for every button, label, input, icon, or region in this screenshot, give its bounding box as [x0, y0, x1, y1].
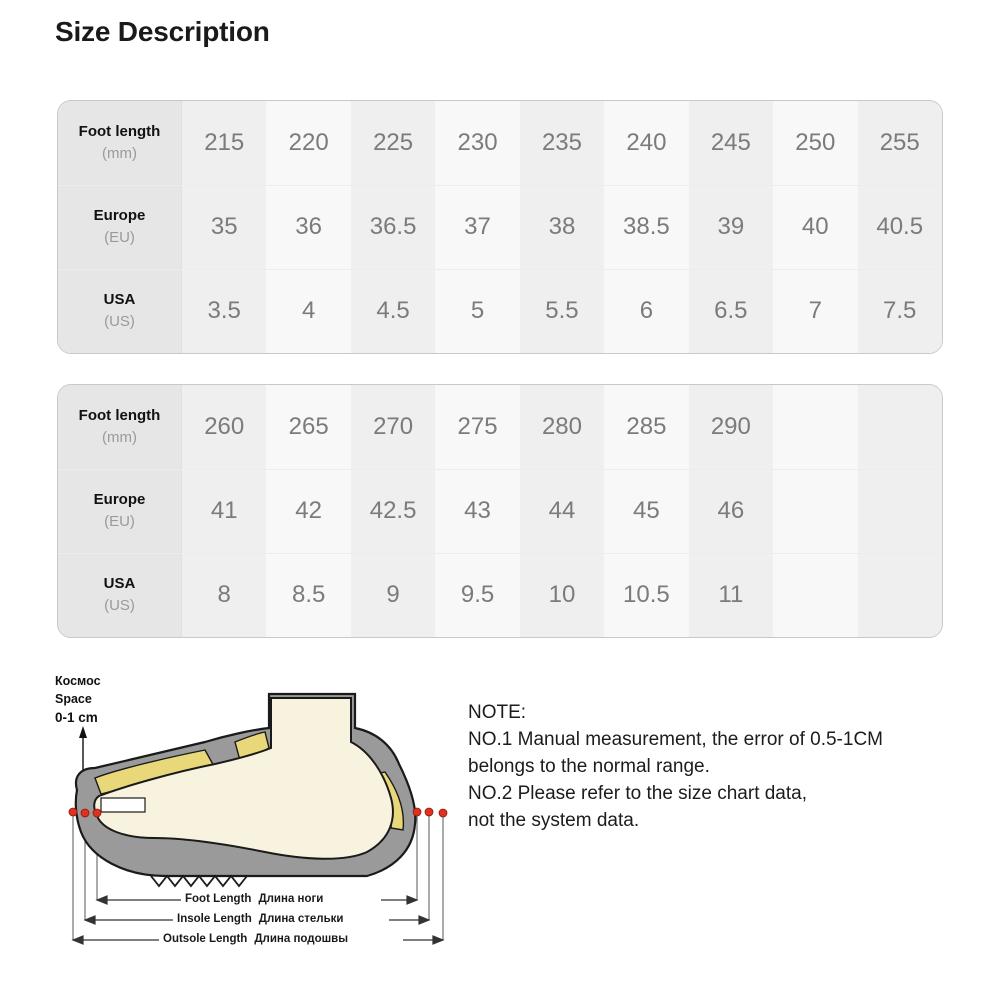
dimension-label-outsole-length: [163, 933, 348, 945]
row-label-main: Europe: [93, 207, 146, 225]
table-cell: 37: [435, 186, 519, 269]
row-cells: [182, 470, 942, 553]
row-label-foot-length: [58, 385, 182, 469]
table-cell-empty: [858, 385, 942, 469]
row-label-main: USA: [103, 575, 136, 593]
table-cell: 38.5: [604, 186, 688, 269]
table-cell: 36: [266, 186, 350, 269]
note-block: [468, 700, 968, 835]
table-cell: 6: [604, 270, 688, 353]
note-line-4: not the system data.: [468, 809, 640, 831]
page-title: Size Description: [55, 16, 270, 47]
row-label-usa: [58, 270, 182, 353]
row-label-europe: [58, 186, 182, 269]
table-cell: 255: [858, 101, 942, 185]
table-cell: 42.5: [351, 470, 435, 553]
dimension-label-foot-length: [185, 893, 323, 905]
row-label-main: Foot length: [78, 122, 161, 140]
table-row: [58, 385, 942, 469]
table-row: [58, 269, 942, 353]
foot-diagram-svg: [55, 672, 475, 972]
table-cell: 42: [266, 470, 350, 553]
table-cell: 270: [351, 385, 435, 469]
space-label-ru: Космос: [55, 674, 101, 688]
table-cell: 40: [773, 186, 857, 269]
row-label-main: Foot length: [78, 406, 161, 424]
table-row: [58, 469, 942, 553]
dimension-label-en: Insole Length: [177, 913, 252, 925]
dimension-label-insole-length: [177, 913, 343, 925]
table-cell: 215: [182, 101, 266, 185]
row-label-unit: (EU): [104, 513, 135, 531]
space-label-group: [55, 672, 101, 728]
toe-highlight: [101, 798, 145, 812]
table-cell: 10: [520, 554, 604, 637]
table-cell: 225: [351, 101, 435, 185]
table-cell: 8: [182, 554, 266, 637]
dimension-label-ru: Длина ноги: [258, 893, 324, 905]
row-label-europe: [58, 470, 182, 553]
table-cell: 4.5: [351, 270, 435, 353]
table-cell-empty: [858, 470, 942, 553]
table-cell: 46: [689, 470, 773, 553]
note-line-2: belongs to the normal range.: [468, 755, 710, 777]
dimension-label-ru: Длина стельки: [258, 913, 344, 925]
table-cell: 250: [773, 101, 857, 185]
table-cell: 3.5: [182, 270, 266, 353]
row-cells: [182, 385, 942, 469]
table-cell: 40.5: [858, 186, 942, 269]
table-cell: 235: [520, 101, 604, 185]
foot-measurement-diagram: [55, 672, 475, 972]
table-cell: 8.5: [266, 554, 350, 637]
row-label-unit: (US): [104, 597, 135, 615]
row-label-unit: (mm): [102, 428, 137, 446]
row-label-usa: [58, 554, 182, 637]
table-cell-empty: [773, 470, 857, 553]
row-cells: [182, 186, 942, 269]
table-cell: 36.5: [351, 186, 435, 269]
note-heading: NOTE:: [468, 702, 527, 723]
table-cell: 45: [604, 470, 688, 553]
table-cell: 6.5: [689, 270, 773, 353]
table-cell: 265: [266, 385, 350, 469]
table-cell: 11: [689, 554, 773, 637]
size-table-2: [57, 384, 943, 638]
table-cell: 7.5: [858, 270, 942, 353]
table-cell: 5: [435, 270, 519, 353]
space-label-en: Space: [55, 692, 92, 707]
table-cell-empty: [858, 554, 942, 637]
table-cell: 275: [435, 385, 519, 469]
row-label-main: USA: [103, 291, 136, 309]
table-cell: 285: [604, 385, 688, 469]
dimension-label-en: Outsole Length: [163, 933, 248, 945]
row-label-unit: (US): [104, 313, 135, 331]
dimension-label-en: Foot Length: [185, 893, 252, 905]
table-cell: 43: [435, 470, 519, 553]
table-cell: 4: [266, 270, 350, 353]
note-line-3: NO.2 Please refer to the size chart data,: [468, 782, 808, 804]
note-line-1: NO.1 Manual measurement, the error of 0.5-1CM: [468, 728, 884, 750]
table-cell: 41: [182, 470, 266, 553]
table-cell: 44: [520, 470, 604, 553]
table-cell: 245: [689, 101, 773, 185]
row-cells: [182, 554, 942, 637]
table-cell: 38: [520, 186, 604, 269]
row-cells: [182, 270, 942, 353]
table-cell: 9: [351, 554, 435, 637]
sole-tread: [151, 876, 247, 886]
table-cell: 10.5: [604, 554, 688, 637]
table-cell-empty: [773, 385, 857, 469]
row-label-main: Europe: [93, 491, 146, 509]
table-cell-empty: [773, 554, 857, 637]
row-cells: [182, 101, 942, 185]
table-cell: 9.5: [435, 554, 519, 637]
table-cell: 220: [266, 101, 350, 185]
table-cell: 35: [182, 186, 266, 269]
table-cell: 7: [773, 270, 857, 353]
size-table-1: [57, 100, 943, 354]
row-label-unit: (mm): [102, 144, 137, 162]
table-cell: 39: [689, 186, 773, 269]
table-cell: 290: [689, 385, 773, 469]
table-row: [58, 101, 942, 185]
table-cell: 230: [435, 101, 519, 185]
table-row: [58, 553, 942, 637]
table-row: [58, 185, 942, 269]
row-label-unit: (EU): [104, 229, 135, 247]
table-cell: 240: [604, 101, 688, 185]
table-cell: 280: [520, 385, 604, 469]
space-value: 0-1 cm: [55, 710, 98, 726]
dimension-label-ru: Длина подошвы: [254, 933, 349, 945]
table-cell: 260: [182, 385, 266, 469]
row-label-foot-length: [58, 101, 182, 185]
table-cell: 5.5: [520, 270, 604, 353]
